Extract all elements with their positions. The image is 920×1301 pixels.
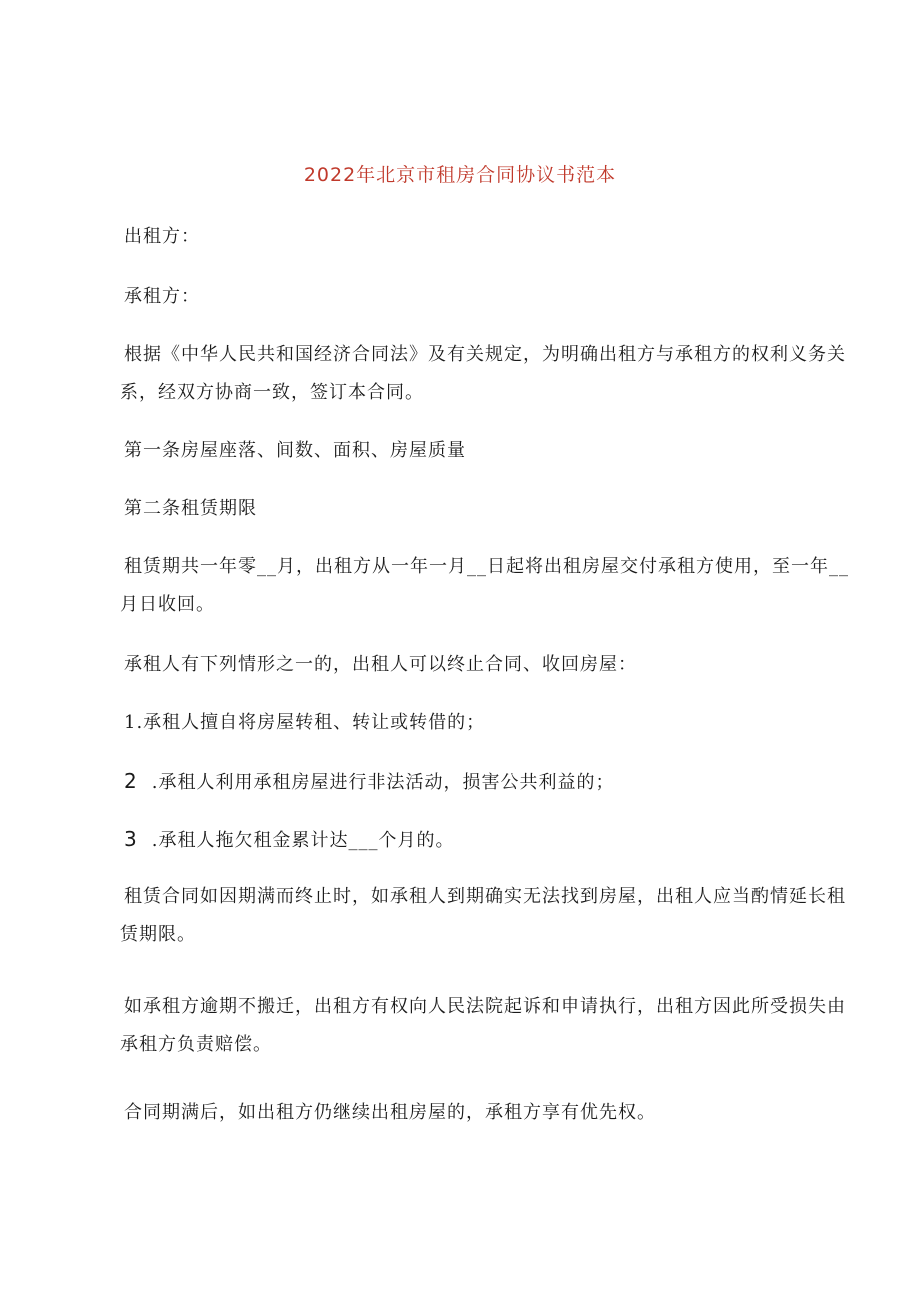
overdue-line-2: 承租方负责赔偿。 [120, 1034, 272, 1055]
priority-paragraph: 合同期满后，如出租方仍继续出租房屋的，承租方享有优先权。 [124, 1102, 656, 1123]
list-item-2-number: 2 [124, 769, 138, 793]
term-line-1: 租赁期共一年零__月，出租方从一年一月__日起将出租房屋交付承租方使用，至一年__ [124, 556, 849, 577]
list-item-2 [124, 762, 824, 802]
list-item-3-text: .承租人拖欠租金累计达___个月的。 [151, 830, 455, 851]
intro-line-1: 根据《中华人民共和国经济合同法》及有关规定，为明确出租方与承租方的权利义务关 [124, 344, 846, 365]
intro-paragraph [120, 336, 846, 412]
expire-line-2: 赁期限。 [120, 924, 196, 945]
list-item-2-text: .承租人利用承租房屋进行非法活动，损害公共利益的； [151, 772, 615, 793]
list-item-3 [124, 820, 824, 860]
document-title: 2022年北京市租房合同协议书范本 [303, 164, 617, 186]
overdue-paragraph [120, 988, 846, 1064]
overdue-line-1: 如承租方逾期不搬迁，出租方有权向人民法院起诉和申请执行，出租方因此所受损失由 [124, 996, 846, 1017]
term-line-2: 月日收回。 [120, 594, 215, 615]
term-paragraph [120, 548, 849, 624]
intro-line-2: 系，经双方协商一致，签订本合同。 [120, 382, 424, 403]
terminate-intro: 承租人有下列情形之一的，出租人可以终止合同、收回房屋： [124, 654, 637, 675]
expire-paragraph [120, 878, 846, 954]
list-item-3-number: 3 [124, 827, 138, 851]
article-1-heading: 第一条房屋座落、间数、面积、房屋质量 [124, 440, 466, 461]
lessor-label: 出租方： [124, 226, 200, 247]
expire-line-1: 租赁合同如因期满而终止时，如承租人到期确实无法找到房屋，出租人应当酌情延长租 [124, 886, 846, 907]
article-2-heading: 第二条租赁期限 [124, 498, 257, 519]
list-item-1: 1.承租人擅自将房屋转租、转让或转借的； [124, 712, 486, 733]
lessee-label: 承租方： [124, 286, 200, 307]
